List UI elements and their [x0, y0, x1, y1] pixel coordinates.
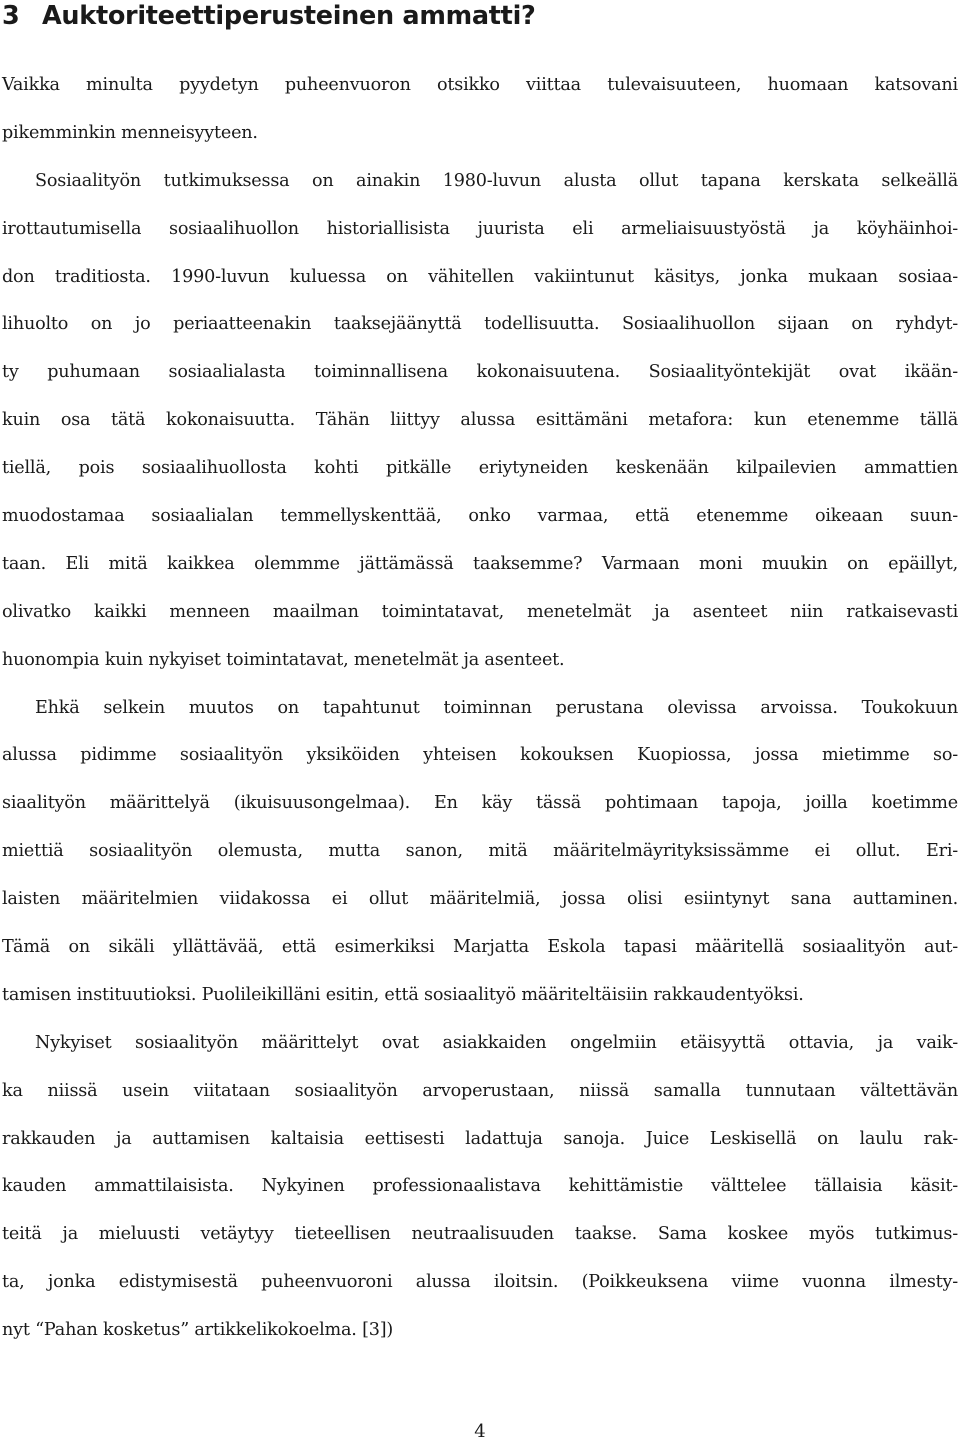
paragraph-4-line: Nykyiset sosiaalityön määrittelyt ovat asiakkaiden ongelmiin etäisyyttä ottavia, ja vaik-: [35, 1032, 958, 1053]
paragraph-4-line: teitä ja mieluusti vetäytyy tieteellisen neutraalisuuden taakse. Sama koskee myös tutkimus-: [2, 1224, 958, 1245]
body-text: [2, 62, 958, 1355]
paragraph-3-line: alussa pidimme sosiaalityön yksiköiden yhteisen kokouksen Kuopiossa, jossa mietimme so-: [2, 745, 958, 766]
paragraph-2-line: muodostamaa sosiaalialan temmellyskenttää, onko varmaa, että etenemme oikeaan suun-: [2, 506, 958, 527]
paragraph-2-line: Sosiaalityön tutkimuksessa on ainakin 1980-luvun alusta ollut tapana kerskata selkeällä: [35, 170, 958, 191]
paragraph-4-line: kauden ammattilaisista. Nykyinen professionaalistava kehittämistie välttelee tällaisia käsit-: [2, 1176, 958, 1197]
paragraph-4-line: ka niissä usein viitataan sosiaalityön arvoperustaan, niissä samalla tunnutaan vältettävän: [2, 1080, 958, 1101]
paragraph-4-line: rakkauden ja auttamisen kaltaisia eettisesti ladattuja sanoja. Juice Leskisellä on laulu rak-: [2, 1128, 958, 1149]
paragraph-3-line: Ehkä selkein muutos on tapahtunut toiminnan perustana olevissa arvoissa. Toukokuun: [35, 697, 958, 718]
section-title-text: Auktoriteettiperusteinen ammatti?: [42, 1, 536, 31]
paragraph-4-line: nyt “Pahan kosketus” artikkelikokoelma. [3]): [2, 1320, 394, 1341]
paragraph-1-line: Vaikka minulta pyydetyn puheenvuoron otsikko viittaa tulevaisuuteen, huomaan katsovani: [2, 75, 958, 95]
paragraph-2-line: kuin osa tätä kokonaisuutta. Tähän liittyy alussa esittämäni metafora: kun etenemme tällä: [2, 410, 958, 431]
paragraph-2-line: ty puhumaan sosiaalialasta toiminnallisena kokonaisuutena. Sosiaalityöntekijät ovat ikään-: [2, 362, 958, 383]
paragraph-3-line: siaalityön määrittelyä (ikuisuusongelmaa). En käy tässä pohtimaan tapoja, joilla koetimme: [2, 793, 958, 814]
paragraph-2-line: irottautumisella sosiaalihuollon historiallisista juurista eli armeliaisuustyöstä ja köyhäinhoi-: [2, 218, 958, 239]
paragraph-2-line: huonompia kuin nykyiset toimintatavat, menetelmät ja asenteet.: [2, 649, 565, 670]
paragraph-4-line: ta, jonka edistymisestä puheenvuoroni alussa iloitsin. (Poikkeuksena viime vuonna ilmesty-: [2, 1272, 958, 1293]
paragraph-2-line: tiellä, pois sosiaalihuollosta kohti pitkälle eriytyneiden keskenään kilpailevien ammattien: [2, 458, 958, 479]
paragraph-2-line: taan. Eli mitä kaikkea olemmme jättämässä taaksemme? Varmaan moni muukin on epäillyt,: [2, 553, 958, 574]
section-heading: [2, 0, 536, 34]
paragraph-2-line: olivatko kaikki menneen maailman toimintatavat, menetelmät ja asenteet niin ratkaisevasti: [2, 601, 958, 622]
paragraph-2-line: lihuolto on jo periaatteenakin taaksejäänyttä todellisuutta. Sosiaalihuollon sijaan on ryhdyt-: [2, 314, 958, 335]
paragraph-1-line: pikemminkin menneisyyteen.: [2, 122, 258, 143]
paragraph-3-line: laisten määritelmien viidakossa ei ollut määritelmiä, jossa olisi esiintynyt sana auttaminen.: [2, 889, 958, 910]
page-number: 4: [474, 1421, 486, 1442]
paragraph-3-line: miettiä sosiaalityön olemusta, mutta sanon, mitä määritelmäyrityksissämme ei ollut. Eri-: [2, 841, 958, 862]
paragraph-2-line: don traditiosta. 1990-luvun kuluessa on vähitellen vakiintunut käsitys, jonka mukaan sosiaa-: [2, 266, 958, 287]
paragraph-3-line: tamisen instituutioksi. Puolileikilläni esitin, että sosiaalityö määriteltäisiin rakkaudentyöksi.: [2, 984, 804, 1005]
paragraph-3-line: Tämä on sikäli yllättävää, että esimerkiksi Marjatta Eskola tapasi määritellä sosiaalityön aut-: [2, 937, 958, 958]
section-number: 3: [2, 1, 20, 31]
